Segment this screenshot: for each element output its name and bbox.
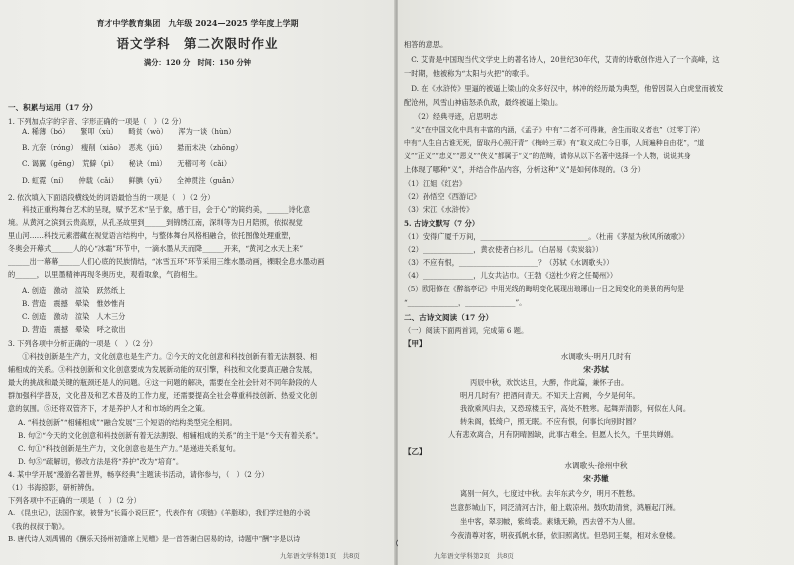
- score-time: 满分：120 分 时间：150 分钟: [144, 58, 251, 67]
- fill-line: （5）欧阳修在《醉翁亭记》中用光线的晦明变化展现出琅琊山一日之间变化的美景的两句是: [404, 285, 685, 293]
- option-line: C. 艾青是中国现当代文学史上的著名诗人，20世纪30年代，艾青的诗歌创作进入了一个高峰，这: [404, 55, 720, 64]
- choice-line: （1）江姐《红岩》: [404, 179, 467, 188]
- option-line: C. 创造 激动 渲染 人木三分: [22, 312, 126, 321]
- label-jia: 【甲】: [404, 339, 427, 348]
- text-line: 义”“正义”“忠义”“恩义”“侠义”都属于“义”的范畴，请你从以下名著中选择一个人物，说说其身: [404, 152, 691, 160]
- question-5: 5. 古诗文默写（7 分）: [404, 219, 480, 228]
- page-footer: 九年语文学科第2页 共8页: [434, 552, 514, 560]
- poem-author: 宋·苏轼: [583, 365, 609, 374]
- option-line: B. 唐代诗人刘禹锡的《酬乐天扬州初逢席上见赠》是一首答谢白居易的诗，诗题中“酬”字是以诗: [8, 535, 301, 543]
- poem-line: 转朱阁，低绮户，照无眠。不应有恨，何事长向别时圆？: [460, 417, 640, 426]
- option-line: D. 在《水浒传》里逼的被逼上梁山的众多好汉中，林冲的经历最为典型，他曾因误入白虎堂而被发: [404, 84, 724, 93]
- poem-line: 明月几时有？把酒问青天。不知天上宫阙，今夕是何年。: [460, 391, 640, 400]
- option-line: B. 亢奈（róng） 瘦削（xiāo） 恶兆（jiǔ） 悬而未决（zhōng）: [22, 143, 243, 152]
- school-header: 育才中学教育集团 九年级 2024—2025 学年度上学期: [96, 18, 299, 28]
- poem-line: 今夜清尊对客，明夜孤帆水驿，依旧照离忧。但恐同王粲，相对永登楼。: [450, 531, 681, 540]
- fill-line: “______________，______________”。: [404, 298, 527, 307]
- text-line: 相答的意思。: [404, 40, 448, 49]
- option-line: A. 稀薄（bó） 緊叩（xù） 畸贫（wò） 浑为一谈（hùn）: [22, 127, 236, 136]
- option-line: A. “科技创新”“相辅相成”“融合发展”三个短语的结构类型完全相同。: [18, 418, 237, 427]
- option-line: D. 虹霓（ní） 仲载（cǎi） 鲜腆（yǔ） 全神贯注（guǎn）: [22, 176, 239, 185]
- section-heading: 二、古诗文阅读（17 分）: [404, 313, 494, 322]
- text-line: 冬奥会开幕式______人的心“冰霜”环节中，一滴水墨从天而降______开来，“黄河之水天上来”: [8, 244, 304, 253]
- choice-line: （3）宋江《水浒传》: [404, 205, 474, 214]
- option-line: B. 句②“今天的文化创意和科技创新有着无法割裂、相辅相成的关系”的主干是“今天有着关系”。: [18, 431, 323, 440]
- text-line: “义”在中国文化中具有丰富的内涵，《孟子》中有“二者不可得兼，舍生而取义者也”（过零丁洋）: [404, 126, 705, 134]
- poem-line: 我欲乘风归去，又恐琼楼玉宇，高处不胜寒。起舞弄清影，何似在人间。: [460, 404, 691, 413]
- text-line: 上体现了哪种“义”，并结合作品内容，分析这种“义”是如何体现的。（3 分）: [404, 165, 645, 174]
- text-line: 中有“人生自古谁无死，留取丹心照汗青”《梅岭三章》有“取义成仁今日事，人间遍种自由花”，“道: [404, 139, 705, 147]
- question-1: 1. 下列加点字的字音、字形正确的一项是（ ）（2 分）: [8, 117, 186, 126]
- poem-line: 人有悲欢离合，月有阴晴圆缺，此事古难全。但愿人长久，千里共婵娟。: [448, 430, 679, 439]
- sub-question: （2）经典寻迹，启思明志: [414, 112, 498, 121]
- poem-line: 离别一何久，七度过中秋。去年东武今夕，明月不胜愁。: [460, 489, 640, 498]
- poem-title: 水调歌头·明月几时有: [560, 352, 632, 361]
- text-line: 最大的挑战和最关键的瓶颈还是人的问题。④这一问题的解决，需要在全社会针对不同年龄段的人: [8, 378, 318, 387]
- text-line: 意的氛围。⑤还将双管齐下，才是养护人才和市场的两全之策。: [8, 404, 210, 413]
- text-line: ①科技创新是生产力，文化创意也是生产力。②今天的文化创意和科技创新有着无法割裂、相: [8, 352, 318, 361]
- text-line: ______出一幕幕______人们心底的民族情结，“冰雪五环”环节采用三维水墨动画，裸眼全息水墨动画: [8, 257, 325, 266]
- left-page: [0, 0, 395, 565]
- text-line: 辅相成的关系。③科技创新和文化创意要成为发展新动能的双引擎，科技和文化要真正融合发展，: [8, 365, 318, 374]
- text-line: 群加强科学普及，文化普及和艺术普及的工作力度，还需要提高全社会尊重科技创新、热爱文化创: [8, 391, 318, 400]
- page-footer: 九年语文学科第1页 共8页: [280, 552, 360, 560]
- option-line: D. 句⑤“疏解切，修改方法是将“养护”改为“培育”。: [18, 457, 184, 466]
- poem-title: 水调歌头·徐州中秋: [564, 461, 628, 470]
- question-4: 4. 某中学开展“漫游名著世界，畅享经典”主题读书活动，请你参与，（ ）（2 分）: [8, 470, 269, 479]
- fill-line: （1）安得广厦千万间，______________________________。（杜甫《茅屋为秋风所破歌》）: [404, 232, 689, 241]
- text-line: 科技正重构舞台艺术的呈现，赋予艺术“呈于象，感于目，会于心”的简约美，______诗化意: [8, 205, 311, 214]
- poem-line: 坐中客，翠羽帔，紫绮裘。素娥无赖，西去曾不为人留。: [460, 517, 640, 526]
- fill-line: （3）不应有恨，______________________？（苏轼《水调歌头》）: [404, 258, 614, 267]
- sub-heading: （一）阅读下面两首词，完成第 6 题。: [404, 326, 529, 335]
- option-line: C. 句①“科技创新是生产力，文化创意也是生产力。”是递进关系复句。: [18, 444, 241, 453]
- option-line: D. 营造 震撼 晕染 呼之欲出: [22, 325, 126, 334]
- poem-line: 岂意彭城山下，同泛清河古汴，船上载凉州。鼓吹助清赏，鸿雁起汀洲。: [450, 503, 681, 512]
- text-line: 《我的叔叔于勒》。: [8, 522, 70, 531]
- option-line: A. 创造 激动 渲染 跃然纸上: [22, 286, 126, 295]
- question-3: 3. 下列各项中分析正确的一项是（ ）（2 分）: [8, 339, 157, 348]
- option-line: A. 《昆虫记》，法国作家，被誉为“长篇小说巨匠”，代表作有《项链》《羊脂球》，我们学过他的小说: [8, 509, 311, 517]
- choice-line: （2）孙悟空《西游记》: [404, 192, 481, 201]
- fill-line: （4）______________，儿女共沾巾。（王勃《送杜少府之任蜀州》）: [404, 271, 618, 280]
- page-title: 语文学科 第二次限时作业: [116, 36, 279, 51]
- fill-line: （2）______________，黄衣使者白衫儿。（白居易《卖炭翁》）: [404, 245, 603, 254]
- poem-author: 宋·苏辙: [583, 474, 609, 483]
- text-line: 境。从黄河之滨到云贵高原，从孔圣故里到______到锦绣江南，深圳等为日月陪照，依拟视觉: [8, 218, 303, 227]
- text-line: 的______，以里墨精神再现冬奥历史，观看取象，气韵相生。: [8, 270, 203, 279]
- option-line: B. 营造 震撼 晕染 惟妙惟肖: [22, 299, 126, 308]
- text-line: 配沧州，风雪山神庙怒杀仇敌，最终被逼上梁山。: [404, 98, 563, 107]
- label-yi: 【乙】: [404, 447, 427, 456]
- text-line: 一时期，他被称为“太阳与火把”的歌手。: [404, 69, 534, 78]
- text-line: 里山河……科技元素潜藏在视觉语言结构中，与整体舞台风格相融合，依托图像处理重塑，: [8, 231, 296, 240]
- option-line: C. 谒翼（gēng） 荒僻（pì） 秘诀（mì） 无稽可考（cǎi）: [22, 159, 232, 168]
- question-2: 2. 依次填入下面语段横线处的词语最恰当的一项是（ ）（2 分）: [8, 193, 215, 202]
- text-line: （1）书海掠影，研析辨伪。: [8, 483, 99, 492]
- section-heading: 一、积累与运用（17 分）: [8, 103, 98, 112]
- right-page: [398, 0, 794, 565]
- text-line: 下列各项中不正确的一项是（ ）（2 分）: [8, 496, 141, 505]
- poem-line: 丙辰中秋，欢饮达旦，大醉，作此篇，兼怀子由。: [470, 378, 629, 387]
